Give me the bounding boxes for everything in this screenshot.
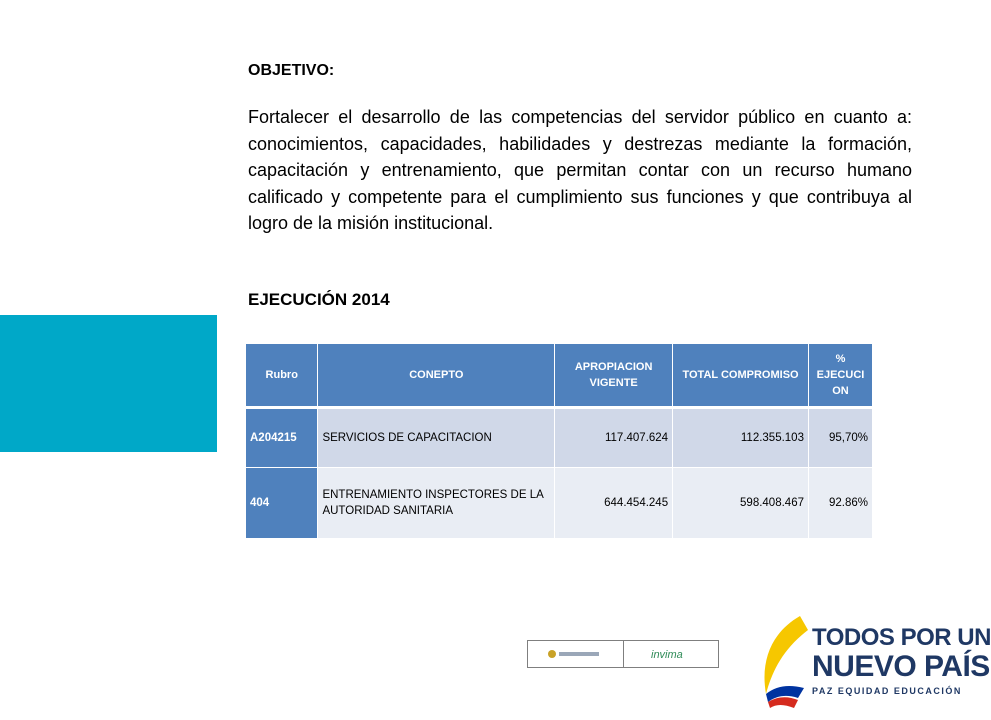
- cell-apropiacion: 644.454.245: [555, 468, 673, 539]
- accent-block: [0, 315, 217, 452]
- gov-slogan-line3: PAZ EQUIDAD EDUCACIÓN: [812, 686, 962, 696]
- table-header-row: [246, 344, 873, 408]
- cell-concepto: ENTRENAMIENTO INSPECTORES DE LA AUTORIDAD SANITARIA: [318, 468, 555, 539]
- cell-compromiso: 598.408.467: [673, 468, 809, 539]
- invima-wordmark-icon: [649, 647, 693, 661]
- table-row: [246, 468, 873, 539]
- cell-rubro: 404: [246, 468, 318, 539]
- column-header-concepto: CONEPTO: [318, 344, 555, 408]
- svg-text:invima: invima: [650, 649, 683, 661]
- ejecucion-heading: EJECUCIÓN 2014: [248, 290, 390, 309]
- gov-slogan-line1: TODOS POR UN: [812, 624, 991, 651]
- cell-ejecucion: 92.86%: [808, 468, 872, 539]
- column-header-rubro: Rubro: [246, 344, 318, 408]
- table-row: [246, 408, 873, 468]
- invima-logo: [624, 641, 719, 667]
- budget-table: [246, 344, 873, 539]
- gov-logo: [752, 612, 991, 712]
- minsalud-logo: [528, 641, 624, 667]
- cell-compromiso: 112.355.103: [673, 408, 809, 468]
- flag-swoosh-icon: [752, 612, 814, 712]
- partner-logos: [527, 640, 719, 668]
- minsalud-emblem-icon: [545, 647, 605, 661]
- cell-ejecucion: 95,70%: [808, 408, 872, 468]
- objetivo-paragraph: Fortalecer el desarrollo de las competencias del servidor público en cuanto a: conocimientos, capacidades, habilidades y destrezas mediante la formación, capacitación y entrenamiento, que permitan contar con un recurso humano calificado y competente para el cumplimiento sus funciones y que contribuya al logro de la misión institucional.: [248, 107, 912, 233]
- gov-slogan-line2: NUEVO PAÍS: [812, 650, 990, 683]
- column-header-ejecucion: % EJECUCI ON: [808, 344, 872, 408]
- cell-apropiacion: 117.407.624: [555, 408, 673, 468]
- objetivo-heading: OBJETIVO:: [248, 62, 335, 79]
- cell-concepto: SERVICIOS DE CAPACITACION: [318, 408, 555, 468]
- column-header-compromiso: TOTAL COMPROMISO: [673, 344, 809, 408]
- column-header-apropiacion: APROPIACION VIGENTE: [555, 344, 673, 408]
- cell-rubro: A204215: [246, 408, 318, 468]
